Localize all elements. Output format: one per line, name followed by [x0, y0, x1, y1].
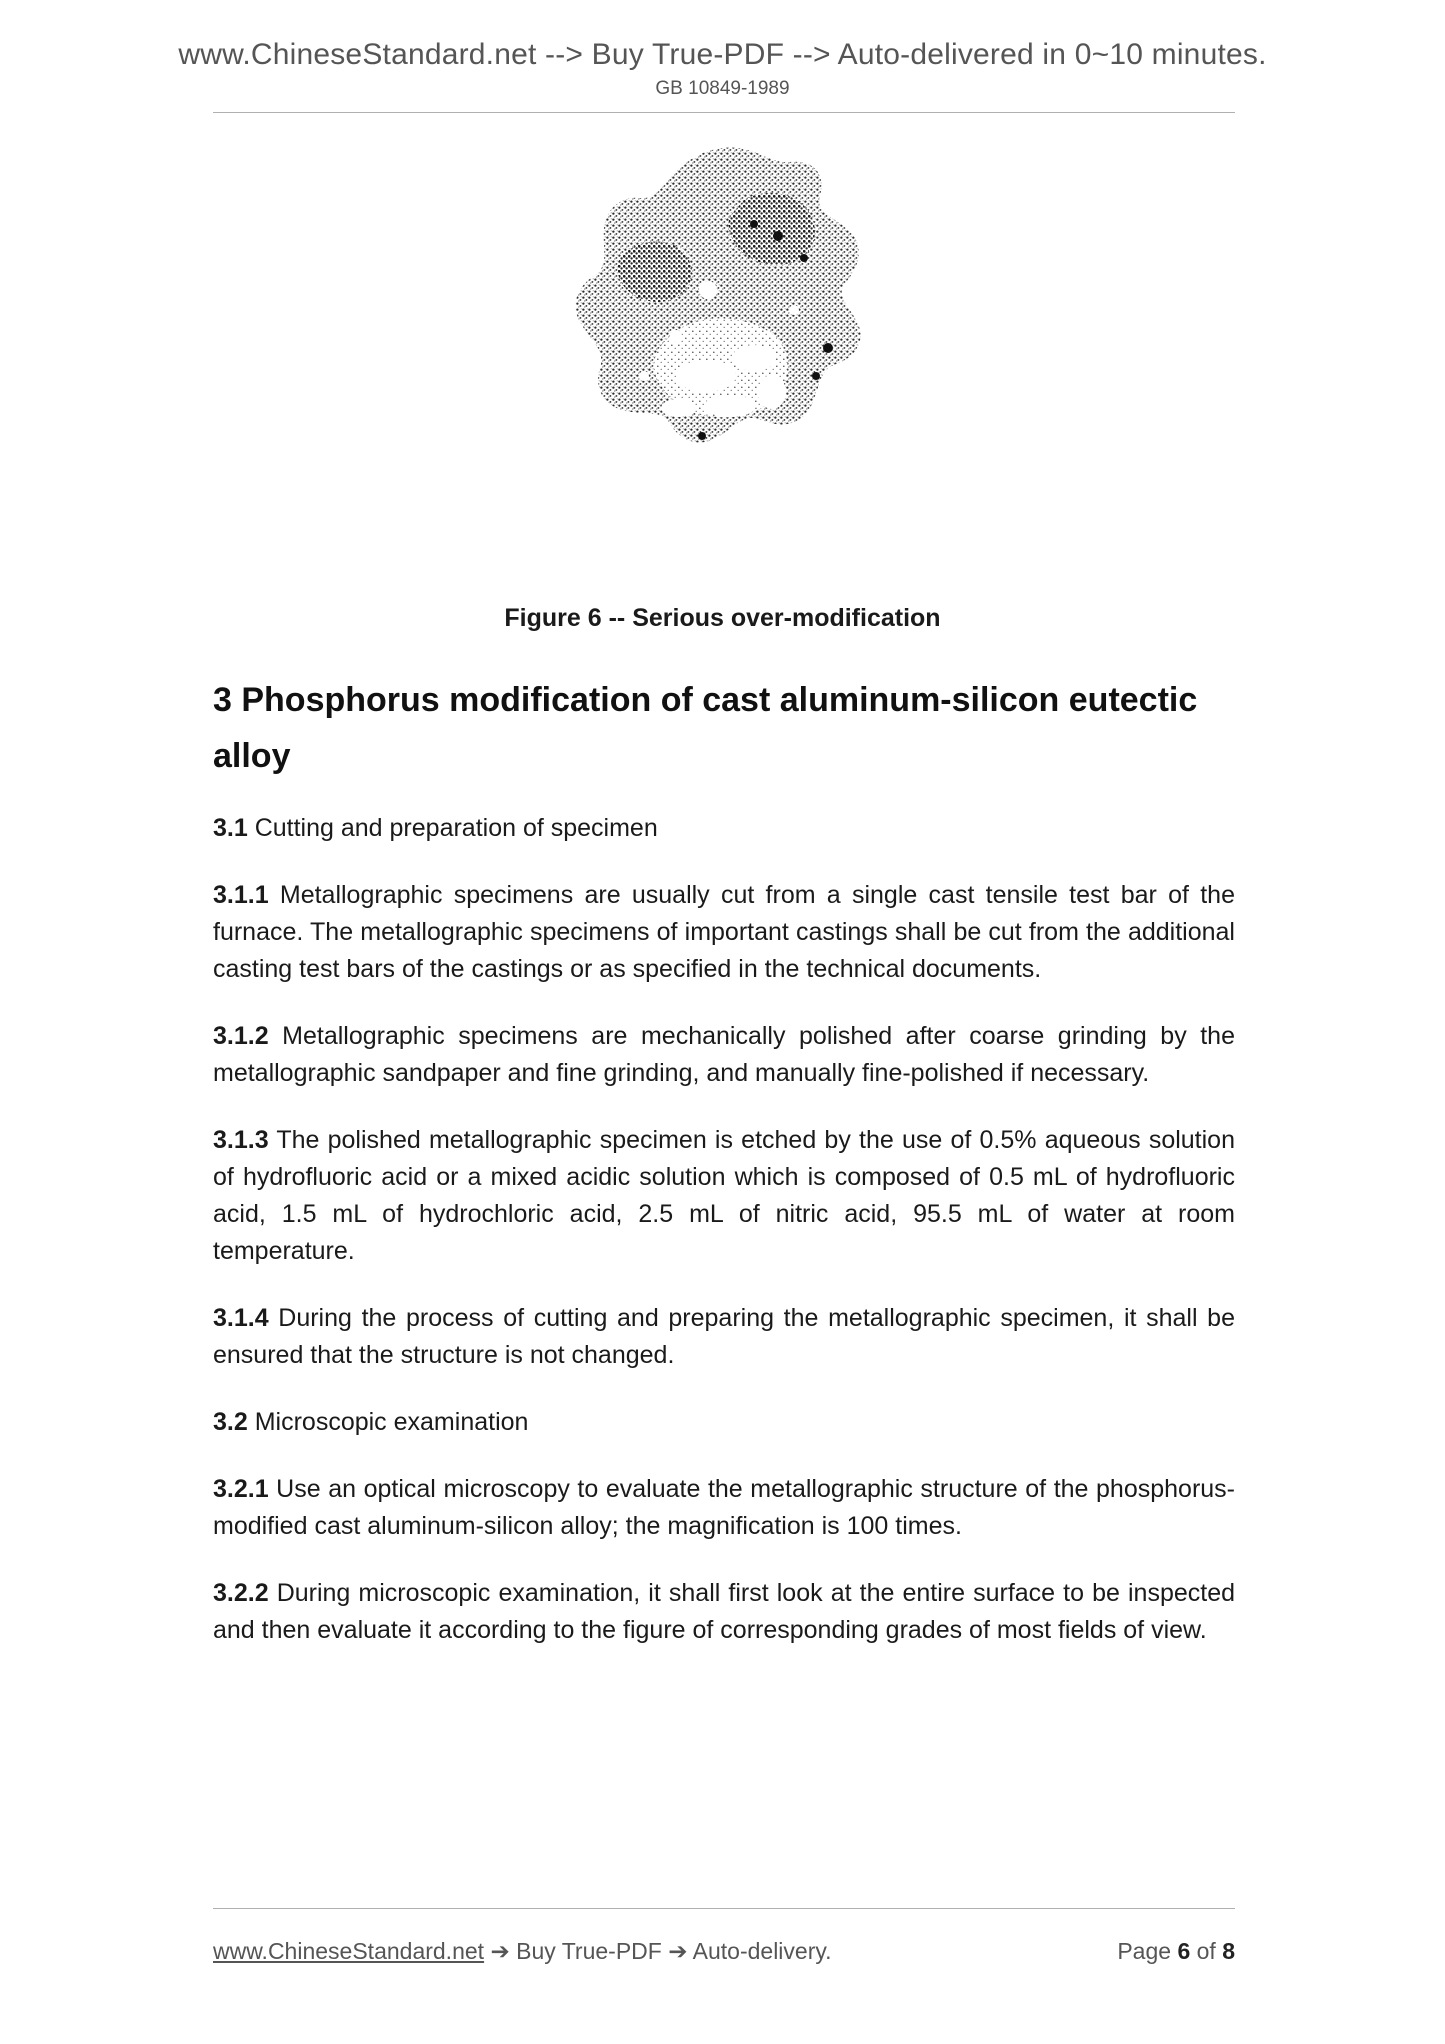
arrow-right-icon: ➔ — [668, 1938, 693, 1964]
paragraph-text: During microscopic examination, it shall first look at the entire surface to be inspected and then evaluate it according to the figure of corresponding grades of most fields of view. — [213, 1579, 1235, 1645]
footer-tagline-1: Buy True-PDF — [516, 1938, 662, 1964]
paragraph-text: During the process of cutting and preparing the metallographic specimen, it shall be ensured that the structure is not changed. — [213, 1304, 1235, 1370]
paragraph-3-1-3 — [213, 1122, 1235, 1270]
paragraph-number: 3.1.1 — [213, 881, 269, 910]
paragraph-3-1 — [213, 810, 1235, 847]
paragraph-text: Microscopic examination — [247, 1408, 529, 1437]
promo-banner: www.ChineseStandard.net --> Buy True-PDF --> Auto-delivered in 0~10 minutes. — [178, 38, 1267, 71]
footer-tagline-2: Auto-delivery. — [692, 1938, 832, 1964]
paragraph-number: 3.2 — [213, 1408, 248, 1437]
paragraph-text: The polished metallographic specimen is etched by the use of 0.5% aqueous solution of hydrofluoric acid or a mixed acidic solution which is composed of 0.5 mL of hydrofluoric acid, 1.5 mL of hydrochloric acid, 2.5 mL of nitric acid, 95.5 mL of water at room temperature. — [213, 1126, 1235, 1266]
page-indicator — [1117, 1938, 1235, 1965]
paragraph-number: 3.1 — [213, 814, 248, 843]
paragraph-text: Cutting and preparation of specimen — [247, 814, 658, 843]
page-title: 3 Phosphorus modification of cast aluminum-silicon eutectic alloy — [213, 681, 1198, 776]
arrow-right-icon: ➔ — [490, 1938, 517, 1964]
paragraph-3-1-4 — [213, 1300, 1235, 1374]
figure-caption: Figure 6 -- Serious over-modification — [504, 604, 941, 632]
paragraph-number: 3.1.3 — [213, 1126, 269, 1155]
paragraph-number: 3.2.2 — [213, 1579, 269, 1608]
of-label: of — [1196, 1938, 1216, 1964]
page-label: Page — [1117, 1938, 1172, 1964]
paragraph-3-2 — [213, 1404, 1235, 1441]
paragraph-3-2-2 — [213, 1575, 1235, 1649]
header-divider — [213, 112, 1235, 113]
paragraph-3-1-2 — [213, 1018, 1235, 1092]
footer-links — [213, 1938, 1117, 1965]
micrograph-serious-over-modification-icon — [558, 140, 888, 470]
paragraph-text: Use an optical microscopy to evaluate the metallographic structure of the phosphorus-modified cast aluminum-silicon alloy; the magnification is 100 times. — [213, 1475, 1235, 1541]
page-number: 6 — [1177, 1938, 1191, 1964]
paragraph-text: Metallographic specimens are mechanically polished after coarse grinding by the metallographic sandpaper and fine grinding, and manually fine-polished if necessary. — [213, 1022, 1235, 1088]
page-footer — [213, 1938, 1235, 1965]
paragraph-number: 3.1.4 — [213, 1304, 269, 1333]
paragraph-text: Metallographic specimens are usually cut from a single cast tensile test bar of the furnace. The metallographic specimens of important castings shall be cut from the additional casting test bars of the castings or as specified in the technical documents. — [213, 881, 1235, 984]
standard-id: GB 10849-1989 — [655, 78, 790, 99]
footer-divider — [213, 1908, 1235, 1909]
paragraph-3-2-1 — [213, 1471, 1235, 1545]
paragraph-number: 3.2.1 — [213, 1475, 269, 1504]
paragraph-3-1-1 — [213, 877, 1235, 988]
page-total: 8 — [1222, 1938, 1235, 1964]
paragraph-number: 3.1.2 — [213, 1022, 269, 1051]
footer-site-link[interactable]: www.ChineseStandard.net — [213, 1938, 485, 1964]
document-body — [213, 672, 1235, 1679]
figure-container — [0, 140, 1445, 475]
